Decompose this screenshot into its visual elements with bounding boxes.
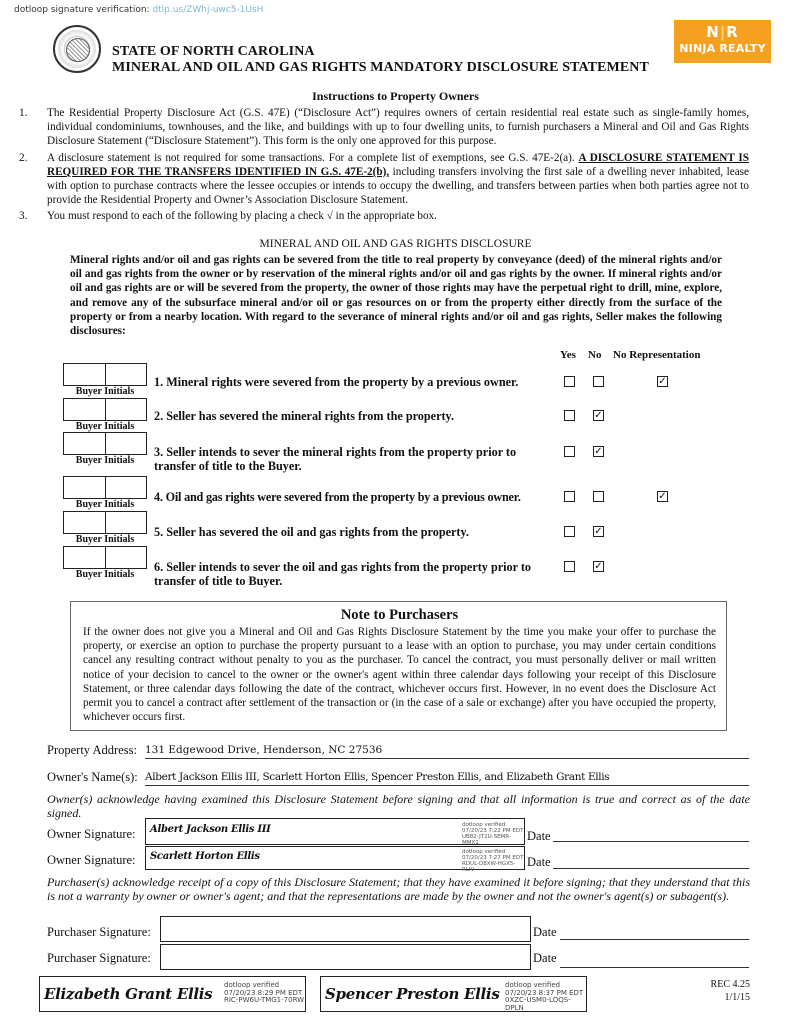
question-text: 2. Seller has severed the mineral rights from the property. — [154, 409, 455, 423]
checkbox-no-representation[interactable]: ✓ — [658, 491, 667, 502]
question-text: 1. Mineral rights were severed from the property by a previous owner. — [154, 375, 519, 389]
initial-box[interactable] — [106, 512, 147, 534]
stamp-line: RIC-PW6U-TMG1-70RW — [224, 996, 305, 1004]
checkbox-no-representation[interactable]: ✓ — [658, 376, 667, 387]
question-text: 6. Seller intends to sever the oil and gas rights from the property prior to transfer of title to Buyer. — [154, 560, 532, 588]
buyer-initials-boxes[interactable] — [63, 363, 147, 386]
checkbox-no[interactable]: ✓ — [594, 410, 603, 421]
owner-signature-elizabeth[interactable] — [39, 976, 306, 1012]
instructions-title: Instructions to Property Owners — [312, 89, 479, 103]
column-yes: Yes — [560, 349, 576, 361]
note-to-purchasers-box — [70, 601, 727, 731]
purchaser-signature-label: Purchaser Signature: — [47, 925, 151, 939]
signature-albert: Albert Jackson Ellis III — [150, 824, 271, 835]
stamp-line: dotloop verified — [505, 981, 561, 989]
question-text: 4. Oil and gas rights were severed from the property by a previous owner. — [154, 490, 521, 504]
date-label: Date — [533, 925, 557, 939]
note-title: Note to Purchasers — [340, 607, 459, 623]
ninja-realty-logo — [674, 20, 771, 63]
item-text-b: including transfers involving the first sale of a dwelling never inhabited, lease with option to purchase contracts where the lessee occupies or intends to occupy the dwelling, and transfers between parties when both parties agree not to provide the Residential Property and Owner’s Association Disclosure Statement. — [47, 165, 749, 207]
purchaser-date-field-2[interactable] — [560, 966, 749, 968]
item-text: The Residential Property Disclosure Act (G.S. 47E) (“Disclosure Act”) requires owners of certain residential real estate such as single-family homes, individual condominiums, townhouses, and the like, and buildings with up to four dwelling units, to furnish purchasers a Mineral and Oil and Gas Rights Disclosure Statement (“Disclosure Statement”). This form is the only one approved for this purpose. — [47, 107, 749, 148]
instruction-item — [19, 151, 749, 208]
initial-box[interactable] — [64, 512, 106, 534]
purchaser-acknowledgment: Purchaser(s) acknowledge receipt of a copy of this Disclosure Statement; that they have examined it before signing; that they understand that this is not a warranty by owner or owner's agent; and that the representations are made by the owner and not the owner's agent(s) or subagent(s). — [47, 875, 750, 903]
checkbox-yes[interactable] — [564, 491, 575, 502]
form-footer — [690, 978, 750, 1004]
checkbox-no[interactable]: ✓ — [594, 561, 603, 572]
column-no: No — [588, 349, 602, 361]
buyer-initials-boxes[interactable] — [63, 398, 147, 421]
verification-link[interactable]: dtlp.us/ZWhj-uwc5-1UsH — [152, 5, 264, 15]
property-address-label: Property Address: — [47, 743, 137, 757]
checkbox-yes[interactable] — [564, 446, 575, 457]
note-body: If the owner does not give you a Mineral and Oil and Gas Rights Disclosure Statement by the time you make your offer to purchase the property, or exercise an option to purchase the property pursuant to a lease with an option to purchase, you may under certain conditions cancel any resulting contract without penalty to you as the purchaser. To cancel the contract, you must personally deliver or mail written notice of your decision to cancel to the owner or the owner's agent within three calendar days following your receipt of this Disclosure Statement, or three calendar days following the date of the contract, whichever occurs first. However, in no event does the Disclosure Act permit you to cancel a contract after settlement of the transaction or (in the case of a sale or exchange) after you have occupied the property, whichever occurs first. — [83, 626, 716, 724]
checkbox-yes[interactable] — [564, 526, 575, 537]
dotloop-stamp — [462, 822, 524, 846]
disclosure-paragraph: Mineral rights and/or oil and gas rights can be severed from the title to real property by conveyance (deed) of the mineral rights and/or oil and gas rights from the owner or by reservation of the mineral rights and/or oil and gas rights by the owner. If mineral rights and/or oil and gas rights are or will be severed from the property, the owner of those rights may have the perpetual right to drill, mine, explore, and remove any of the subsurface mineral and/or oil or gas resources on or from the property either directly from the surface of the property or from a nearby location. With regard to the severance of mineral rights and/or oil and gas rights, Seller makes the following disclosures: — [70, 254, 722, 338]
checkbox-no[interactable]: ✓ — [594, 526, 603, 537]
stamp-line: dotloop verified — [224, 981, 280, 989]
buyer-initials-boxes[interactable] — [63, 511, 147, 534]
purchaser-date-field-1[interactable] — [560, 938, 749, 940]
signature-scarlett: Scarlett Horton Ellis — [150, 851, 260, 862]
buyer-initials-label: Buyer Initials — [63, 385, 147, 398]
instruction-item — [19, 209, 749, 223]
item-text-a: A disclosure statement is not required for some transactions. For a complete list of exemptions, see G.S. 47E-2(a). — [47, 151, 579, 164]
checkbox-yes[interactable] — [564, 561, 575, 572]
page-title — [112, 44, 649, 76]
initial-box[interactable] — [106, 433, 147, 455]
initial-box[interactable] — [64, 547, 106, 569]
checkbox-yes[interactable] — [564, 410, 575, 421]
initial-box[interactable] — [106, 364, 147, 386]
buyer-initials-boxes[interactable] — [63, 432, 147, 455]
initial-box[interactable] — [64, 364, 106, 386]
owner-signature-field[interactable] — [145, 818, 525, 845]
logo-r: R — [726, 23, 739, 41]
checkbox-yes[interactable] — [564, 376, 575, 387]
disclosure-title: MINERAL AND OIL AND GAS RIGHTS DISCLOSURE — [259, 238, 532, 250]
owner-signature-label: Owner Signature: — [47, 827, 136, 841]
date-label: Date — [533, 951, 557, 965]
date-label: Date — [527, 829, 551, 843]
nc-seal-icon — [53, 25, 101, 73]
initial-box[interactable] — [64, 399, 106, 421]
item-text: You must respond to each of the following by placing a check √ in the appropriate box. — [47, 210, 437, 223]
item-number: 2. — [19, 151, 28, 164]
dotloop-stamp — [505, 982, 586, 1012]
purchaser-signature-label: Purchaser Signature: — [47, 951, 151, 965]
owners-label: Owner's Name(s): — [47, 770, 138, 784]
property-address-field[interactable]: 131 Edgewood Drive, Henderson, NC 27536 — [145, 744, 749, 759]
item-number: 3. — [19, 210, 28, 223]
item-text-bold: A DISCLOSURE STATEMENT IS REQUIRED FOR THE TRANSFERS IDENTIFIED IN G.S. 47E-2(b), — [47, 151, 750, 178]
checkbox-no[interactable] — [593, 491, 604, 502]
initial-box[interactable] — [106, 547, 147, 569]
owner-signature-spencer[interactable] — [320, 976, 587, 1012]
logo-separator: | — [719, 23, 727, 41]
initial-box[interactable] — [106, 477, 147, 499]
dotloop-stamp — [462, 849, 524, 873]
logo-name: NINJA REALTY — [679, 42, 766, 55]
instruction-item — [19, 106, 749, 149]
signature-spencer: Spencer Preston Ellis — [325, 985, 500, 1003]
initial-box[interactable] — [106, 399, 147, 421]
stamp-line: dotloop verified — [462, 822, 506, 828]
item-number: 1. — [19, 107, 28, 119]
title-line-1: STATE OF NORTH CAROLINA — [112, 44, 315, 59]
instructions-list — [19, 106, 749, 226]
stamp-line: dotloop verified — [462, 849, 506, 855]
column-no-representation: No Representation — [613, 349, 701, 361]
stamp-line: 07/20/23 8:37 PM EDT — [505, 988, 584, 997]
item-text — [47, 151, 749, 208]
buyer-initials-label: Buyer Initials — [63, 568, 147, 581]
initial-box[interactable] — [64, 433, 106, 455]
question-text: 5. Seller has severed the oil and gas rights from the property. — [154, 525, 469, 539]
date-label: Date — [527, 855, 551, 869]
stamp-line: RDUL-D8XW-HGX5-RLIV — [462, 861, 516, 873]
stamp-line: 0XZC-USM0-LOQS-DPLN — [505, 996, 571, 1012]
buyer-initials-boxes[interactable] — [63, 476, 147, 499]
purchaser-signature-field-2[interactable] — [160, 944, 531, 970]
form-id: REC 4.25 — [710, 979, 750, 990]
signature-elizabeth: Elizabeth Grant Ellis — [44, 985, 213, 1003]
form-date: 1/1/15 — [724, 992, 750, 1003]
verification-label: dotloop signature verification: — [14, 5, 150, 15]
question-text: 3. Seller intends to sever the mineral rights from the property prior to transfer of title to the Buyer. — [154, 445, 517, 473]
dotloop-verification — [14, 5, 263, 15]
stamp-line: 07/20/23 8:29 PM EDT — [224, 988, 303, 997]
buyer-initials-label: Buyer Initials — [63, 420, 147, 433]
owner-acknowledgment: Owner(s) acknowledge having examined this Disclosure Statement before signing and that all information is true and correct as of the date signed. — [47, 792, 750, 820]
owner-signature-label: Owner Signature: — [47, 853, 136, 867]
owner-signature-field[interactable] — [145, 846, 525, 873]
dotloop-stamp — [224, 982, 304, 1005]
stamp-line: UB82-JT2U-SEMR-MMX1 — [462, 834, 511, 846]
owner-date-field-1[interactable] — [553, 840, 749, 842]
buyer-initials-label: Buyer Initials — [63, 498, 147, 511]
owners-field[interactable]: Albert Jackson Ellis III, Scarlett Horton Ellis, Spencer Preston Ellis, and Elizabeth Grant Ellis — [145, 771, 749, 786]
initial-box[interactable] — [64, 477, 106, 499]
stamp-line: 07/20/23 7:22 PM EDT — [462, 828, 524, 834]
checkbox-no[interactable]: ✓ — [594, 446, 603, 457]
buyer-initials-label: Buyer Initials — [63, 454, 147, 467]
checkbox-no[interactable] — [593, 376, 604, 387]
buyer-initials-label: Buyer Initials — [63, 533, 147, 546]
stamp-line: 07/20/23 7:27 PM EDT — [462, 855, 524, 861]
purchaser-signature-field-1[interactable] — [160, 916, 531, 942]
owner-date-field-2[interactable] — [553, 867, 749, 869]
title-line-2: MINERAL AND OIL AND GAS RIGHTS MANDATORY DISCLOSURE STATEMENT — [112, 60, 649, 75]
logo-n: N — [706, 23, 720, 41]
buyer-initials-boxes[interactable] — [63, 546, 147, 569]
